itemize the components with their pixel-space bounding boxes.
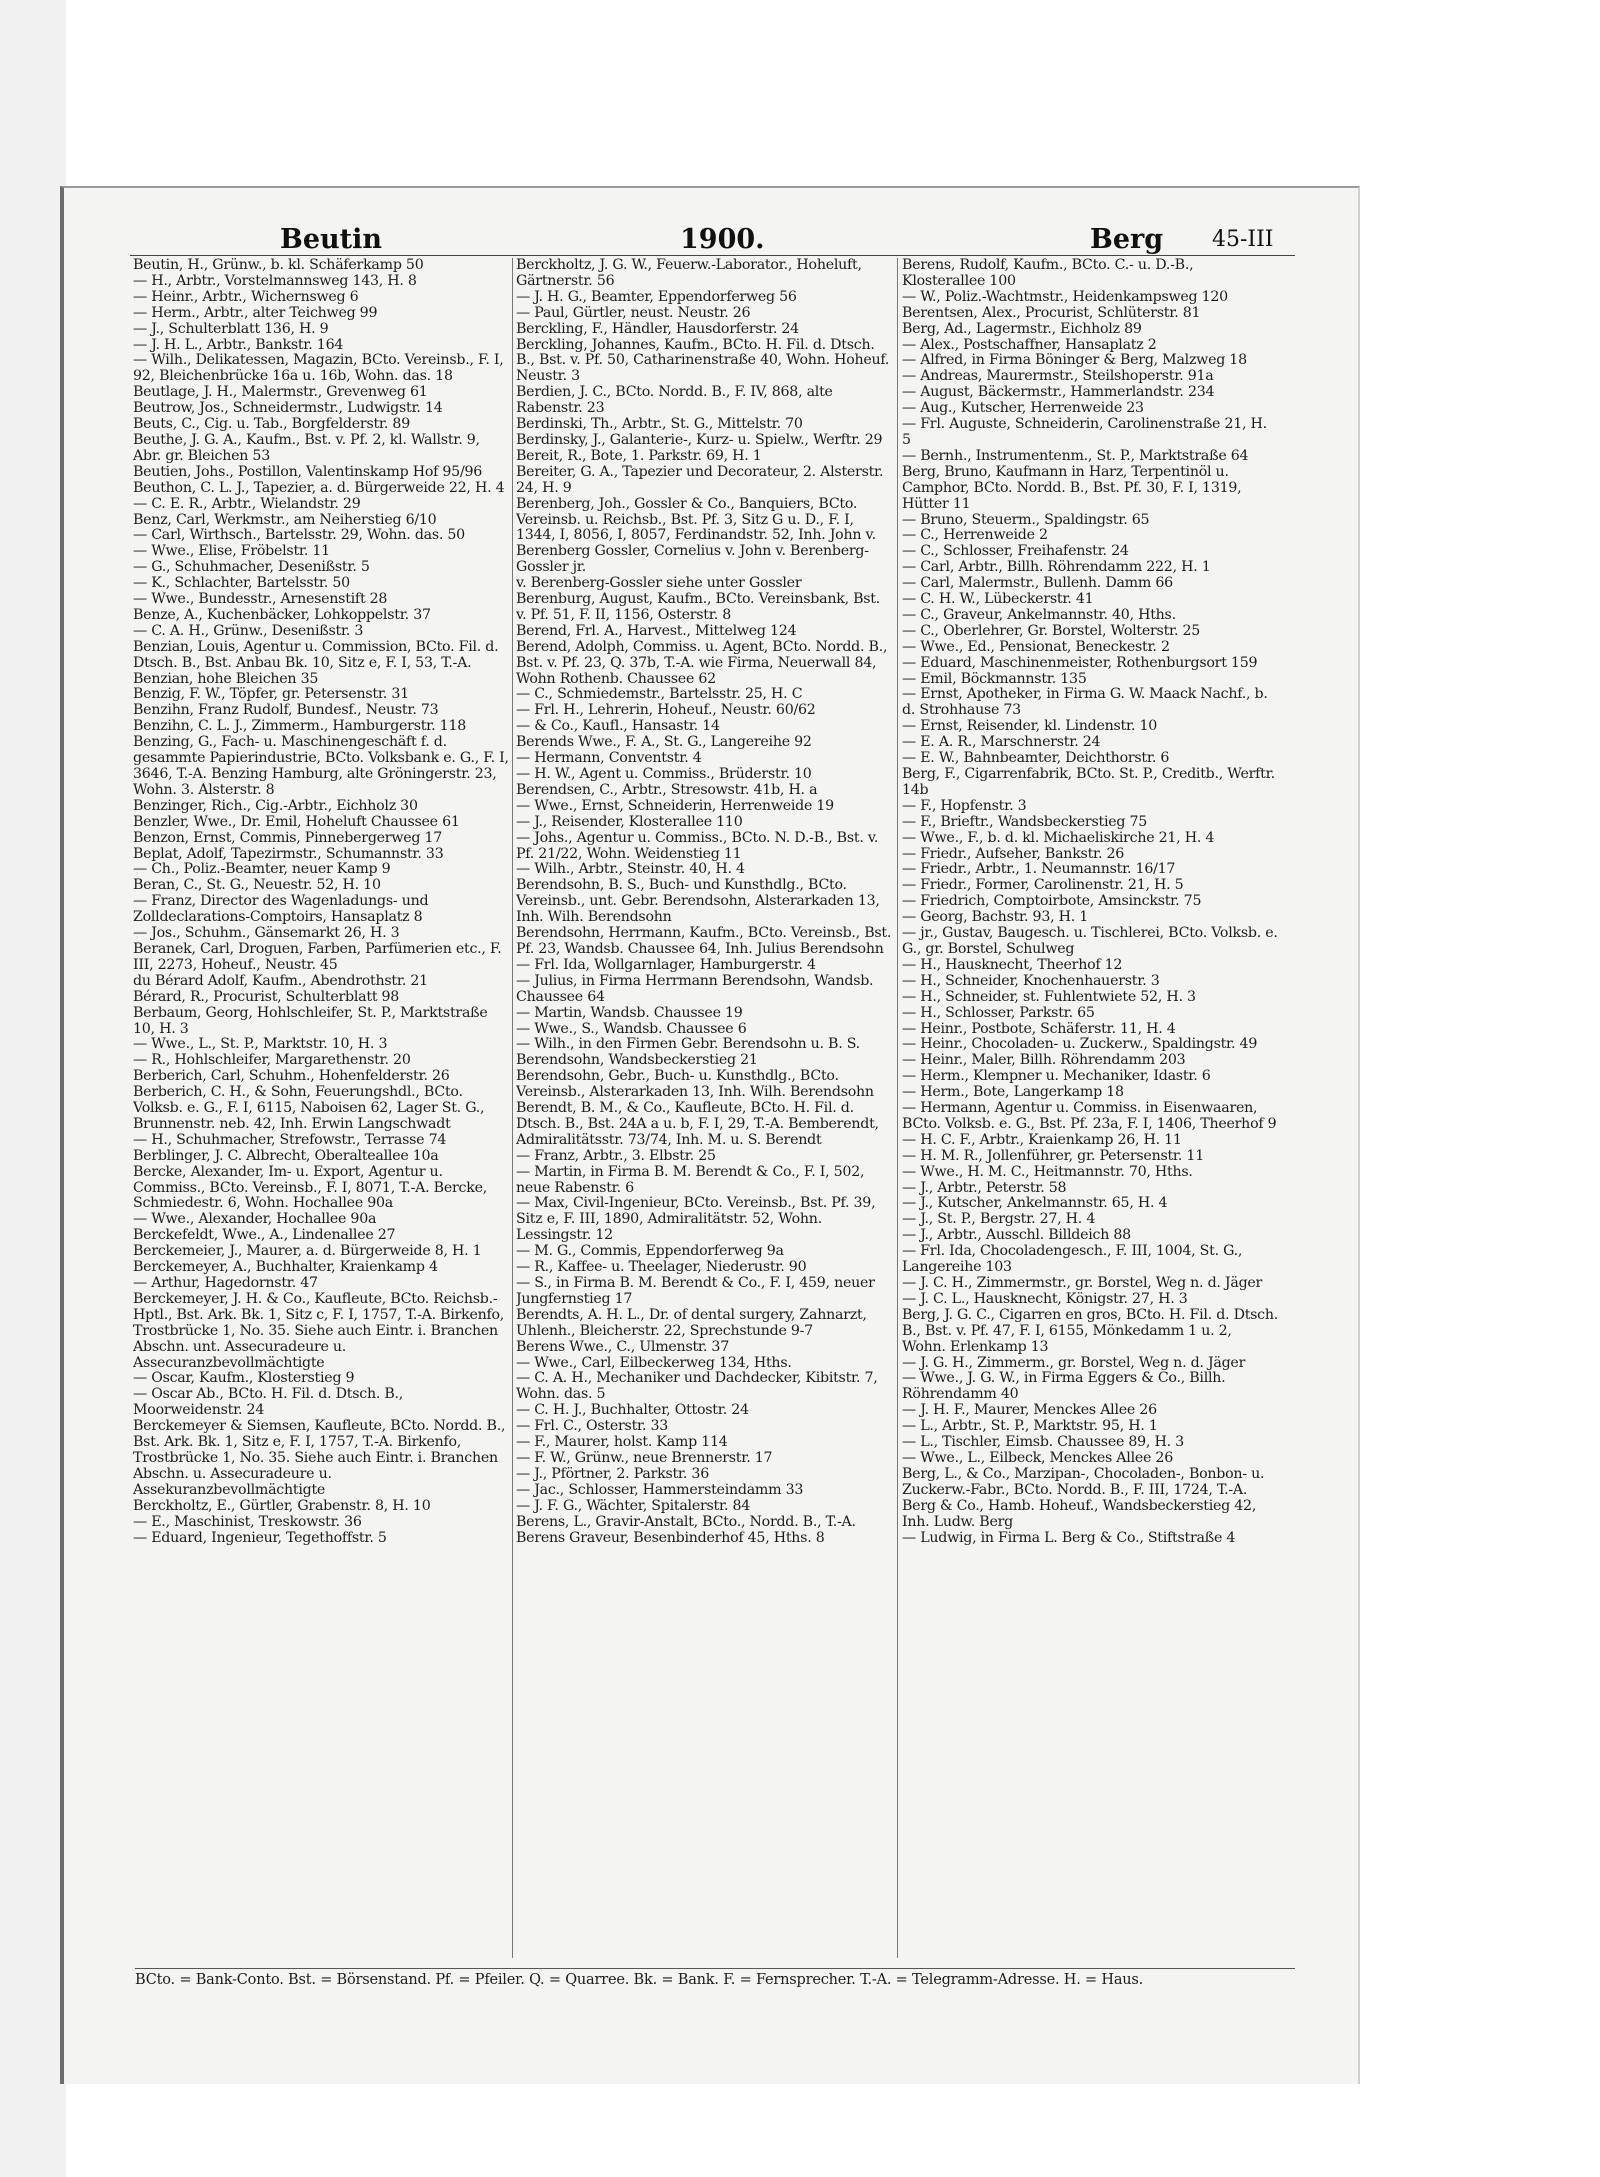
directory-entry: — J. G. H., Zimmerm., gr. Borstel, Weg n. d. Jäger <box>902 1354 1246 1371</box>
directory-entry: — Herm., Klempner u. Mechaniker, Idastr. 6 <box>902 1068 1211 1085</box>
directory-entry: Berg, Ad., Lagermstr., Eichholz 89 <box>902 320 1142 337</box>
directory-entry: — E. A. R., Marschnerstr. 24 <box>902 734 1101 751</box>
column-divider <box>897 258 898 1958</box>
directory-entry: — Eduard, Ingenieur, Tegethoffstr. 5 <box>133 1529 387 1546</box>
directory-entry: Benz, Carl, Werkmstr., am Neiherstieg 6/10 <box>133 511 437 528</box>
directory-entry: — C. H. J., Buchhalter, Ottostr. 24 <box>516 1402 749 1419</box>
directory-entry: — R., Hohlschleifer, Margarethenstr. 20 <box>133 1052 411 1069</box>
directory-entry: — J., Reisender, Klosterallee 110 <box>516 813 743 830</box>
directory-entry: — C., Oberlehrer, Gr. Borstel, Wolterstr. 25 <box>902 622 1201 639</box>
directory-entry: — Carl, Malermstr., Bullenh. Damm 66 <box>902 575 1173 592</box>
directory-entry: — Wwe., Alexander, Hochallee 90a <box>133 1211 377 1228</box>
directory-entry: — Bruno, Steuerm., Spaldingstr. 65 <box>902 511 1150 528</box>
directory-entry: Berdien, J. C., BCto. Nordd. B., F. IV, 868, alte Rabenstr. 23 <box>516 384 833 417</box>
directory-entry: — J., Schulterblatt 136, H. 9 <box>133 320 329 337</box>
directory-entry: — Friedr., Former, Carolinenstr. 21, H. 5 <box>902 877 1184 894</box>
directory-entry: — C. E. R., Arbtr., Wielandstr. 29 <box>133 495 361 512</box>
directory-entry: — Georg, Bachstr. 93, H. 1 <box>902 909 1089 926</box>
directory-entry: — & Co., Kaufl., Hansastr. 14 <box>516 718 720 735</box>
directory-entry: Berens, Rudolf, Kaufm., BCto. C.- u. D.-B., Klosterallee 100 <box>902 258 1194 289</box>
directory-entry: Berckemeyer, J. H. & Co., Kaufleute, BCto. Reichsb.-Hptl., Bst. Ark. Bk. 1, Sitz c, F. I, 1757, T.-A. Birkenfo, Trostbrücke 1, No. 35. Siehe auch Eintr. i. Branchen Abschn. unt. Assecuradeure u. Assecuranzbevollmächtigte <box>133 1290 505 1371</box>
directory-entry: — Ludwig, in Firma L. Berg & Co., Stiftstraße 4 <box>902 1529 1236 1546</box>
directory-entry: Bercke, Alexander, Im- u. Export, Agentur u. Commiss., BCto. Vereinsb., F. I, 8071, T.-A. Bercke, Schmiedestr. 6, Wohn. Hochallee 90a <box>133 1163 487 1212</box>
directory-entry: — R., Kaffee- u. Theelager, Niederustr. 90 <box>516 1259 807 1276</box>
page-number: 45-III <box>1212 227 1274 252</box>
directory-entry: — Frl. C., Osterstr. 33 <box>516 1418 669 1435</box>
directory-entry: Berend, Frl. A., Harvest., Mittelweg 124 <box>516 622 797 639</box>
directory-entry: — Heinr., Maler, Billh. Röhrendamm 203 <box>902 1052 1186 1069</box>
directory-entry: Berbaum, Georg, Hohlschleifer, St. P., Marktstraße 10, H. 3 <box>133 1004 488 1037</box>
directory-entry: — H. W., Agent u. Commiss., Brüderstr. 10 <box>516 766 812 782</box>
directory-entry: Beplat, Adolf, Tapezirmstr., Schumannstr. 33 <box>133 845 444 862</box>
directory-entry: — Herm., Bote, Langerkamp 18 <box>902 1084 1124 1101</box>
directory-entry: — E., Maschinist, Treskowstr. 36 <box>133 1513 362 1530</box>
directory-entry: — Wwe., Elise, Fröbelstr. 11 <box>133 543 330 560</box>
directory-entry: Benze, A., Kuchenbäcker, Lohkoppelstr. 37 <box>133 606 431 623</box>
directory-entry: — Friedr., Arbtr., 1. Neumannstr. 16/17 <box>902 861 1176 878</box>
directory-entry: Berckemeier, J., Maurer, a. d. Bürgerweide 8, H. 1 <box>133 1243 482 1260</box>
directory-entry: Benzig, F. W., Töpfer, gr. Petersenstr. 31 <box>133 686 409 703</box>
directory-entry: Berendts, A. H. L., Dr. of dental surgery, Zahnarzt, Uhlenh., Bleicherstr. 22, Sprechstunde 9-7 <box>516 1306 867 1339</box>
directory-entry: — C., Herrenweide 2 <box>902 527 1048 544</box>
directory-entry: — jr., Gustav, Baugesch. u. Tischlerei, BCto. Volksb. e. G., gr. Borstel, Schulweg <box>902 925 1278 957</box>
directory-entry: — F., Maurer, holst. Kamp 114 <box>516 1434 728 1451</box>
directory-entry: — Julius, in Firma Herrmann Berendsohn, Wandsb. Chaussee 64 <box>516 972 874 1005</box>
header-left-keyword: Beutin <box>280 224 382 255</box>
directory-entry: Beutien, Johs., Postillon, Valentinskamp Hof 95/96 <box>133 463 483 480</box>
directory-entry: — W., Poliz.-Wachtmstr., Heidenkampsweg 120 <box>902 288 1228 305</box>
directory-entry: Berckholtz, J. G. W., Feuerw.-Laborator., Hoheluft, Gärtnerstr. 56 <box>516 258 862 289</box>
directory-entry: — H., Schlosser, Parkstr. 65 <box>902 1004 1095 1021</box>
directory-entry: — Carl, Arbtr., Billh. Röhrendamm 222, H. 1 <box>902 559 1211 576</box>
directory-entry: Beran, C., St. G., Neuestr. 52, H. 10 <box>133 877 381 894</box>
directory-entry: — H., Hausknecht, Theerhof 12 <box>902 956 1123 973</box>
directory-entry: — H. M. R., Jollenführer, gr. Petersenstr. 11 <box>902 1147 1204 1164</box>
directory-entry: Benzinger, Rich., Cig.-Arbtr., Eichholz 30 <box>133 797 418 814</box>
directory-entry: Berberich, Carl, Schuhm., Hohenfelderstr. 26 <box>133 1068 450 1085</box>
directory-entry: — Wwe., Bundesstr., Arnesenstift 28 <box>133 591 388 608</box>
directory-entry: — L., Arbtr., St. P., Marktstr. 95, H. 1 <box>902 1418 1158 1435</box>
directory-entry: Berg, F., Cigarrenfabrik, BCto. St. P., Creditb., Werftr. 14b <box>902 766 1275 798</box>
directory-entry: Berends Wwe., F. A., St. G., Langereihe 92 <box>516 734 812 751</box>
directory-entry: Berens, L., Gravir-Anstalt, BCto., Nordd. B., T.-A. Berens Graveur, Besenbinderhof 45, Hths. 8 <box>516 1513 856 1546</box>
directory-entry: — Jos., Schuhm., Gänsemarkt 26, H. 3 <box>133 925 400 942</box>
directory-entry: — Wwe., S., Wandsb. Chaussee 6 <box>516 1020 747 1037</box>
directory-entry: Beuthe, J. G. A., Kaufm., Bst. v. Pf. 2, kl. Wallstr. 9, Abr. gr. Bleichen 53 <box>133 431 480 464</box>
directory-entry: Berg, J. G. C., Cigarren en gros, BCto. H. Fil. d. Dtsch. B., Bst. v. Pf. 47, F. I, 6155, Mönkedamm 1 u. 2, Wohn. Erlenkamp 13 <box>902 1306 1278 1355</box>
directory-entry: Benzihn, C. L. J., Zimmerm., Hamburgerstr. 118 <box>133 718 467 735</box>
directory-entry: — Max, Civil-Ingenieur, BCto. Vereinsb., Bst. Pf. 39, Sitz e, F. III, 1890, Admiralitätstr. 52, Wohn. Lessingstr. 12 <box>516 1195 876 1244</box>
directory-entry: — Martin, Wandsb. Chaussee 19 <box>516 1004 743 1021</box>
directory-entry: — Wwe., H. M. C., Heitmannstr. 70, Hths. <box>902 1163 1193 1180</box>
directory-entry: Berg, Bruno, Kaufmann in Harz, Terpentinöl u. Camphor, BCto. Nordd. B., Bst. Pf. 30, F. I, 1319, Hütter 11 <box>902 463 1242 512</box>
directory-entry: — F., Hopfenstr. 3 <box>902 797 1027 814</box>
directory-entry: — J. C. L., Hausknecht, Königstr. 27, H. 3 <box>902 1290 1188 1307</box>
directory-entry: — Wwe., Ernst, Schneiderin, Herrenweide 19 <box>516 797 834 814</box>
directory-entry: — Heinr., Chocoladen- u. Zuckerw., Spaldingstr. 49 <box>902 1036 1258 1053</box>
directory-entry: — E. W., Bahnbeamter, Deichthorstr. 6 <box>902 750 1170 767</box>
directory-entry: — J., Arbtr., Peterstr. 58 <box>902 1179 1067 1196</box>
directory-entry: Bereiter, G. A., Tapezier und Decorateur, 2. Alsterstr. 24, H. 9 <box>516 463 884 496</box>
directory-entry: — Bernh., Instrumentenm., St. P., Marktstraße 64 <box>902 447 1249 464</box>
directory-entry: — G., Schuhmacher, Desenißstr. 5 <box>133 559 370 576</box>
directory-entry: — J. C. H., Zimmermstr., gr. Borstel, Weg n. d. Jäger <box>902 1275 1263 1291</box>
directory-entry: — H., Schneider, Knochenhauerstr. 3 <box>902 972 1160 989</box>
directory-entry: — August, Bäckermstr., Hammerlandstr. 234 <box>902 384 1215 401</box>
directory-entry: — Andreas, Maurermstr., Steilshoperstr. 91a <box>902 368 1214 385</box>
directory-entry: Berendt, B. M., & Co., Kaufleute, BCto. H. Fil. d. Dtsch. B., Bst. 24A a u. b, F. I, 29, T.-A. Bemberendt, Admiralitätsstr. 73/74, Inh. M. u. S. Berendt <box>516 1100 879 1148</box>
directory-entry: — Frl. Ida, Chocoladengesch., F. III, 1004, St. G., Langereihe 103 <box>902 1243 1243 1276</box>
directory-entry: v. Berenberg-Gossler siehe unter Gossler <box>516 575 802 592</box>
directory-entry: — H., Arbtr., Vorstelmannsweg 143, H. 8 <box>133 272 417 289</box>
directory-entry: — J., Kutscher, Ankelmannstr. 65, H. 4 <box>902 1195 1168 1212</box>
directory-entry: Benzler, Wwe., Dr. Emil, Hoheluft Chaussee 61 <box>133 813 460 830</box>
abbreviation-legend: BCto. = Bank-Conto. Bst. = Börsenstand. Pf. = Pfeiler. Q. = Quarree. Bk. = Bank. F. = Fernsprecher. T.-A. = Telegramm-Adresse. H. = Haus. <box>135 1968 1295 1988</box>
directory-entry: Berendsohn, Herrmann, Kaufm., BCto. Vereinsb., Bst. Pf. 23, Wandsb. Chaussee 64, Inh. Julius Berendsohn <box>516 925 892 957</box>
directory-entry: — Hermann, Agentur u. Commiss. in Eisenwaaren, BCto. Volksb. e. G., Bst. Pf. 23a, F. I, 1406, Theerhof 9 <box>902 1100 1277 1132</box>
directory-entry: — L., Tischler, Eimsb. Chaussee 89, H. 3 <box>902 1434 1184 1451</box>
directory-entry: Beutlage, J. H., Malermstr., Grevenweg 61 <box>133 384 428 401</box>
header-year: 1900. <box>680 224 765 255</box>
entries-column-2 <box>516 258 892 1958</box>
directory-entry: — Wwe., Ed., Pensionat, Beneckestr. 2 <box>902 638 1170 655</box>
directory-entry: — Jac., Schlosser, Hammersteindamm 33 <box>516 1481 804 1498</box>
directory-entry: Berckefeldt, Wwe., A., Lindenallee 27 <box>133 1227 396 1244</box>
directory-entry: — K., Schlachter, Bartelsstr. 50 <box>133 575 350 592</box>
directory-entry: — Wwe., J. G. W., in Firma Eggers & Co., Billh. Röhrendamm 40 <box>902 1370 1226 1403</box>
directory-entry: Bérard, R., Procurist, Schulterblatt 98 <box>133 988 400 1005</box>
directory-entry: — S., in Firma B. M. Berendt & Co., F. I, 459, neuer Jungfernstieg 17 <box>516 1275 875 1307</box>
scan-margin <box>0 0 66 2177</box>
directory-entry: — Wwe., L., St. P., Marktstr. 10, H. 3 <box>133 1036 388 1053</box>
directory-entry: — Frl. Ida, Wollgarnlager, Hamburgerstr. 4 <box>516 956 816 973</box>
directory-entry: — Alfred, in Firma Böninger & Berg, Malzweg 18 <box>902 352 1247 369</box>
directory-entry: — F. W., Grünw., neue Brennerstr. 17 <box>516 1449 773 1466</box>
directory-entry: — Johs., Agentur u. Commiss., BCto. N. D.-B., Bst. v. Pf. 21/22, Wohn. Weidenstieg 11 <box>516 829 879 862</box>
directory-entry: Berendsen, C., Arbtr., Stresowstr. 41b, H. a <box>516 781 818 798</box>
directory-entry: Beranek, Carl, Droguen, Farben, Parfümerien etc., F. III, 2273, Hoheuf., Neustr. 45 <box>133 940 502 973</box>
directory-entry: Berenburg, August, Kaufm., BCto. Vereinsbank, Bst. v. Pf. 51, F. II, 1156, Osterstr. 8 <box>516 591 881 623</box>
directory-entry: Benzihn, Franz Rudolf, Bundesf., Neustr. 73 <box>133 702 439 719</box>
directory-entry: — J. H. L., Arbtr., Bankstr. 164 <box>133 336 344 353</box>
directory-entry: du Bérard Adolf, Kaufm., Abendrothstr. 21 <box>133 972 428 989</box>
directory-entry: Beutrow, Jos., Schneidermstr., Ludwigstr. 14 <box>133 400 443 417</box>
directory-entry: — H., Schneider, st. Fuhlentwiete 52, H. 3 <box>902 988 1196 1005</box>
directory-entry: — H. C. F., Arbtr., Kraienkamp 26, H. 11 <box>902 1131 1182 1148</box>
directory-entry: Benzon, Ernst, Commis, Pinnebergerweg 17 <box>133 829 443 846</box>
directory-entry: — Friedrich, Comptoirbote, Amsinckstr. 75 <box>902 893 1202 910</box>
directory-entry: — C. H. W., Lübeckerstr. 41 <box>902 591 1094 608</box>
directory-entry: — Frl. H., Lehrerin, Hoheuf., Neustr. 60/62 <box>516 702 816 719</box>
directory-entry: — M. G., Commis, Eppendorferweg 9a <box>516 1243 784 1260</box>
directory-entry: — Ernst, Apotheker, in Firma G. W. Maack Nachf., b. d. Strohhause 73 <box>902 686 1268 719</box>
directory-entry: Bereit, R., Bote, 1. Parkstr. 69, H. 1 <box>516 447 762 464</box>
directory-entry: Beutin, H., Grünw., b. kl. Schäferkamp 50 <box>133 258 424 273</box>
directory-entry: — Ch., Poliz.-Beamter, neuer Kamp 9 <box>133 861 391 878</box>
directory-entry: Berckling, F., Händler, Hausdorferstr. 24 <box>516 320 799 337</box>
entries-column-1 <box>133 258 509 1958</box>
directory-entry: Berdinsky, J., Galanterie-, Kurz- u. Spielw., Werftr. 29 <box>516 431 883 448</box>
directory-entry: — Wwe., F., b. d. kl. Michaeliskirche 21, H. 4 <box>902 829 1215 846</box>
directory-entry: — Martin, in Firma B. M. Berendt & Co., F. I, 502, neue Rabenstr. 6 <box>516 1163 865 1196</box>
directory-entry: — J. H. G., Beamter, Eppendorferweg 56 <box>516 288 797 305</box>
directory-entry: Berens Wwe., C., Ulmenstr. 37 <box>516 1338 729 1355</box>
directory-entry: — H., Schuhmacher, Strefowstr., Terrasse 74 <box>133 1131 447 1148</box>
directory-entry: Berg, L., & Co., Marzipan-, Chocoladen-, Bonbon- u. Zuckerw.-Fabr., BCto. Nordd. B., F. III, 1724, T.-A. Berg & Co., Hamb. Hoheuf., Wandsbeckerstieg 42, Inh. Ludw. Berg <box>902 1465 1265 1530</box>
directory-entry: Berberich, C. H., & Sohn, Feuerungshdl., BCto. Volksb. e. G., F. I, 6115, Naboisen 62, Lager St. G., Brunnenstr. neb. 42, Inh. Erwin Langschwadt <box>133 1084 485 1132</box>
directory-entry: — Wilh., in den Firmen Gebr. Berendsohn u. B. S. Berendsohn, Wandsbeckerstieg 21 <box>516 1036 860 1069</box>
directory-entry: — Oscar, Kaufm., Klosterstieg 9 <box>133 1370 355 1387</box>
directory-entry: — Emil, Böckmannstr. 135 <box>902 670 1087 687</box>
directory-entry: — Alex., Postschaffner, Hansaplatz 2 <box>902 336 1157 353</box>
directory-entry: — F., Brieftr., Wandsbeckerstieg 75 <box>902 813 1148 830</box>
directory-entry: Beuthon, C. L. J., Tapezier, a. d. Bürgerweide 22, H. 4 <box>133 479 505 496</box>
directory-entry: Berenberg, Joh., Gossler & Co., Banquiers, BCto. Vereinsb. u. Reichsb., Bst. Pf. 3, Sitz G u. D., F. I, 1344, I, 8056, I, 8057, Ferdinandstr. 52, Inh. John v. Berenberg Gossler, Cornelius v. John v. Berenberg-Gossler jr. <box>516 495 876 576</box>
directory-entry: — Frl. Auguste, Schneiderin, Carolinenstraße 21, H. 5 <box>902 416 1267 448</box>
directory-entry: Berentsen, Alex., Procurist, Schlüterstr. 81 <box>902 304 1201 321</box>
directory-entry: — J., St. P., Bergstr. 27, H. 4 <box>902 1211 1096 1228</box>
directory-entry: — Wwe., L., Eilbeck, Menckes Allee 26 <box>902 1449 1173 1466</box>
directory-entry: — Carl, Wirthsch., Bartelsstr. 29, Wohn. das. 50 <box>133 527 465 544</box>
directory-entry: — Franz, Arbtr., 3. Elbstr. 25 <box>516 1147 716 1164</box>
header-rule <box>130 255 1295 256</box>
directory-entry: — Aug., Kutscher, Herrenweide 23 <box>902 400 1144 417</box>
header-right-keyword: Berg <box>1090 224 1164 255</box>
directory-entry: — Paul, Gürtler, neust. Neustr. 26 <box>516 304 751 321</box>
directory-entry: — Ernst, Reisender, kl. Lindenstr. 10 <box>902 718 1158 735</box>
directory-entry: Berckemeyer & Siemsen, Kaufleute, BCto. Nordd. B., Bst. Ark. Bk. 1, Sitz e, F. I, 1757, T.-A. Birkenfo, Trostbrücke 1, No. 35. Siehe auch Eintr. i. Branchen Abschn. u. Assecuradeure u. Assekuranzbevollmächtigte <box>133 1418 506 1498</box>
directory-entry: — Franz, Director des Wagenladungs- und Zolldeclarations-Comptoirs, Hansaplatz 8 <box>133 893 429 926</box>
directory-entry: — J., Pförtner, 2. Parkstr. 36 <box>516 1465 709 1482</box>
directory-entry: Berblinger, J. C. Albrecht, Oberalteallee 10a <box>133 1147 439 1164</box>
directory-entry: — C. A. H., Grünw., Desenißstr. 3 <box>133 622 364 639</box>
directory-entry: — C., Schmiedemstr., Bartelsstr. 25, H. C <box>516 686 803 703</box>
directory-entry: — Friedr., Aufseher, Bankstr. 26 <box>902 845 1125 862</box>
directory-entry: Berdinski, Th., Arbtr., St. G., Mittelstr. 70 <box>516 416 803 433</box>
directory-entry: — J. H. F., Maurer, Menckes Allee 26 <box>902 1402 1157 1419</box>
entries-column-3 <box>902 258 1278 1958</box>
directory-entry: — C., Schlosser, Freihafenstr. 24 <box>902 543 1129 560</box>
directory-entry: Benzian, Louis, Agentur u. Commission, BCto. Fil. d. Dtsch. B., Bst. Anbau Bk. 10, Sitz e, F. I, 53, T.-A. Benzian, hohe Bleichen 35 <box>133 638 499 687</box>
directory-entry: — Wilh., Delikatessen, Magazin, BCto. Vereinsb., F. I, 92, Bleichenbrücke 16a u. 16b, Wohn. das. 18 <box>133 352 504 385</box>
directory-entry: Berendsohn, Gebr., Buch- u. Kunsthdlg., BCto. Vereinsb., Alsterarkaden 13, Inh. Wilh. Berendsohn <box>516 1068 874 1101</box>
directory-entry: Berend, Adolph, Commiss. u. Agent, BCto. Nordd. B., Bst. v. Pf. 23, Q. 37b, T.-A. wie Firma, Neuerwall 84, Wohn Rothenb. Chaussee 62 <box>516 638 888 687</box>
directory-entry: — Eduard, Maschinenmeister, Rothenburgsort 159 <box>902 654 1258 671</box>
directory-entry: — Wilh., Arbtr., Steinstr. 40, H. 4 <box>516 861 745 878</box>
directory-entry: Berckholtz, E., Gürtler, Grabenstr. 8, H. 10 <box>133 1497 431 1514</box>
directory-entry: — Heinr., Postbote, Schäferstr. 11, H. 4 <box>902 1020 1176 1037</box>
directory-entry: — Oscar Ab., BCto. H. Fil. d. Dtsch. B., Moorweidenstr. 24 <box>133 1386 404 1419</box>
directory-entry: — Hermann, Conventstr. 4 <box>516 750 702 767</box>
directory-entry: — Arthur, Hagedornstr. 47 <box>133 1275 318 1291</box>
directory-entry: — Heinr., Arbtr., Wichernsweg 6 <box>133 288 359 305</box>
directory-entry: — Wwe., Carl, Eilbeckerweg 134, Hths. <box>516 1354 792 1371</box>
directory-entry: — C. A. H., Mechaniker und Dachdecker, Kibitstr. 7, Wohn. das. 5 <box>516 1370 878 1403</box>
directory-entry: — J., Arbtr., Ausschl. Billdeich 88 <box>902 1227 1131 1244</box>
directory-entry: — Herm., Arbtr., alter Teichweg 99 <box>133 304 378 321</box>
column-divider <box>512 258 513 1958</box>
directory-entry: Beuts, C., Cig. u. Tab., Borgfelderstr. 89 <box>133 416 410 433</box>
directory-entry: Berckling, Johannes, Kaufm., BCto. H. Fil. d. Dtsch. B., Bst. v. Pf. 50, Catharinenstraße 40, Wohn. Hoheuf. Neustr. 3 <box>516 336 890 385</box>
directory-entry: Berendsohn, B. S., Buch- und Kunsthdlg., BCto. Vereinsb., unt. Gebr. Berendsohn, Alsterarkaden 13, Inh. Wilh. Berendsohn <box>516 877 880 926</box>
directory-entry: Benzing, G., Fach- u. Maschinengeschäft f. d. gesammte Papierindustrie, BCto. Volksbank e. G., F. I, 3646, T.-A. Benzing Hamburg, alte Gröningerstr. 23, Wohn. 3. Alsterstr. 8 <box>133 734 509 798</box>
directory-entry: — J. F. G., Wächter, Spitalerstr. 84 <box>516 1497 751 1514</box>
directory-entry: — C., Graveur, Ankelmannstr. 40, Hths. <box>902 606 1176 623</box>
directory-entry: Berckemeyer, A., Buchhalter, Kraienkamp 4 <box>133 1259 438 1276</box>
